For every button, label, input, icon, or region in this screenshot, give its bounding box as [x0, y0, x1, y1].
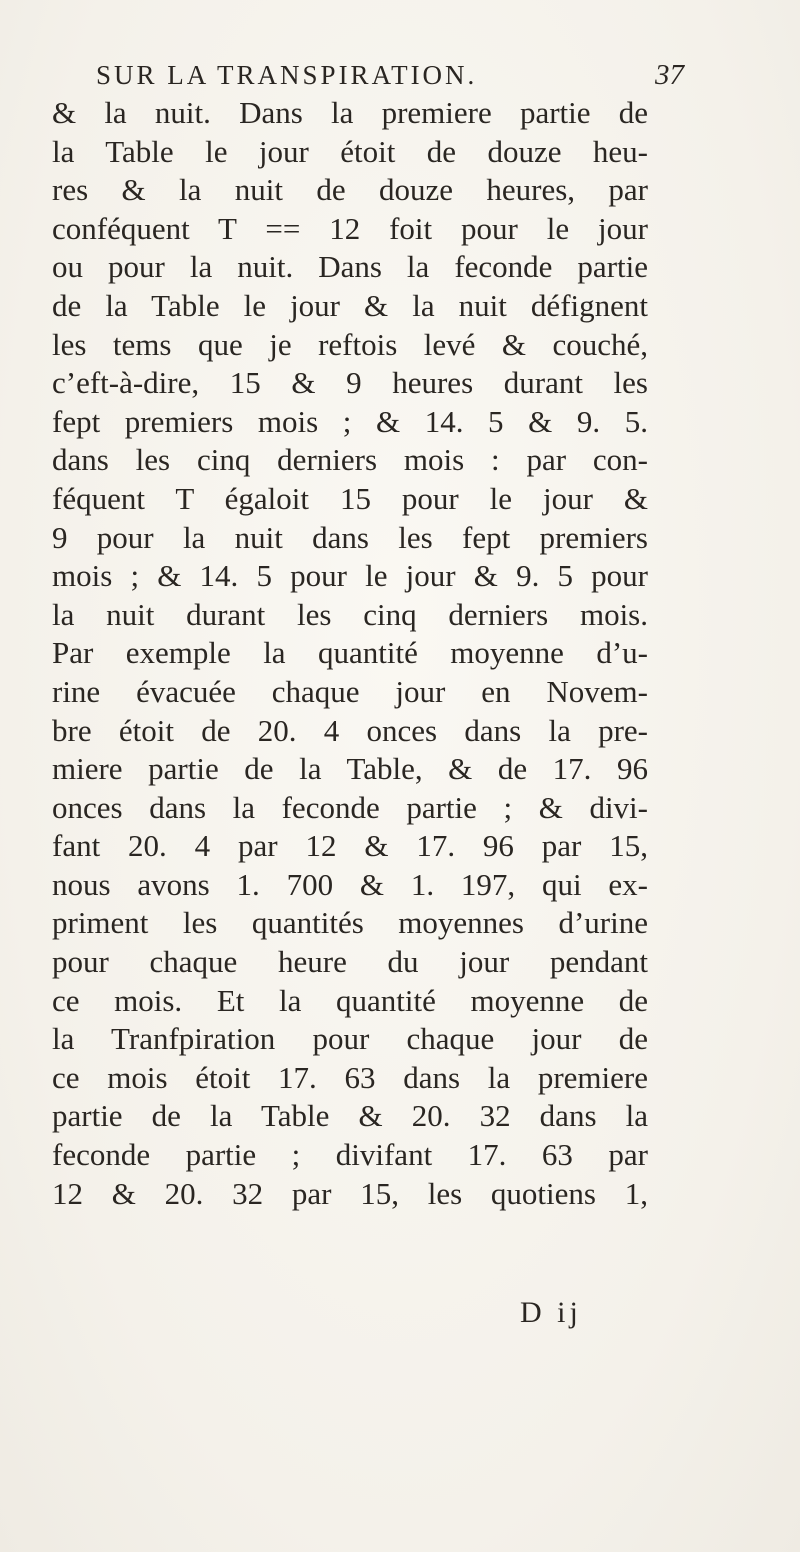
text-line: la Table le jour étoit de douze heu-	[52, 133, 648, 169]
text-line: onces dans la feconde partie ; & divi-	[52, 789, 648, 825]
text-line: la nuit durant les cinq derniers mois.	[52, 596, 648, 632]
text-line: Par exemple la quantité moyenne d’u-	[52, 635, 648, 671]
text-line: fept premiers mois ; & 14. 5 & 9. 5.	[52, 403, 648, 439]
text-line: partie de la Table & 20. 32 dans la	[52, 1098, 648, 1134]
text-line: rine évacuée chaque jour en Novem-	[52, 673, 648, 709]
text-line: les tems que je reftois levé & couché,	[52, 326, 648, 362]
text-line: féquent T égaloit 15 pour le jour &	[52, 480, 648, 516]
text-line: bre étoit de 20. 4 onces dans la pre-	[52, 712, 648, 748]
text-line: & la nuit. Dans la premiere partie de	[52, 95, 648, 130]
text-line: la Tranfpiration pour chaque jour de	[52, 1021, 648, 1057]
page-number: 37	[655, 59, 684, 91]
text-line: ou pour la nuit. Dans la feconde partie	[52, 249, 648, 285]
text-line: ce mois. Et la quantité moyenne de	[52, 982, 648, 1018]
text-line: c’eft-à-dire, 15 & 9 heures durant les	[52, 365, 648, 401]
running-head: SUR LA TRANSPIRATION.	[96, 60, 478, 90]
page-header	[96, 55, 684, 95]
text-line: 9 pour la nuit dans les fept premiers	[52, 519, 648, 555]
body-text	[52, 94, 648, 1213]
signature-mark: D ij	[520, 1296, 582, 1329]
text-line: de la Table le jour & la nuit défignent	[52, 287, 648, 323]
text-line: priment les quantités moyennes d’urine	[52, 905, 648, 941]
text-line: miere partie de la Table, & de 17. 96	[52, 751, 648, 787]
text-line: conféquent T == 12 foit pour le jour	[52, 210, 648, 246]
text-line: dans les cinq derniers mois : par con-	[52, 442, 648, 478]
text-line: pour chaque heure du jour pendant	[52, 944, 648, 980]
text-line: 12 & 20. 32 par 15, les quotiens 1,	[52, 1175, 648, 1211]
text-line: mois ; & 14. 5 pour le jour & 9. 5 pour	[52, 558, 648, 594]
text-line: fant 20. 4 par 12 & 17. 96 par 15,	[52, 828, 648, 864]
text-line: feconde partie ; divifant 17. 63 par	[52, 1137, 648, 1173]
text-line: res & la nuit de douze heures, par	[52, 172, 648, 208]
text-line: ce mois étoit 17. 63 dans la premiere	[52, 1059, 648, 1095]
text-line: nous avons 1. 700 & 1. 197, qui ex-	[52, 866, 648, 902]
